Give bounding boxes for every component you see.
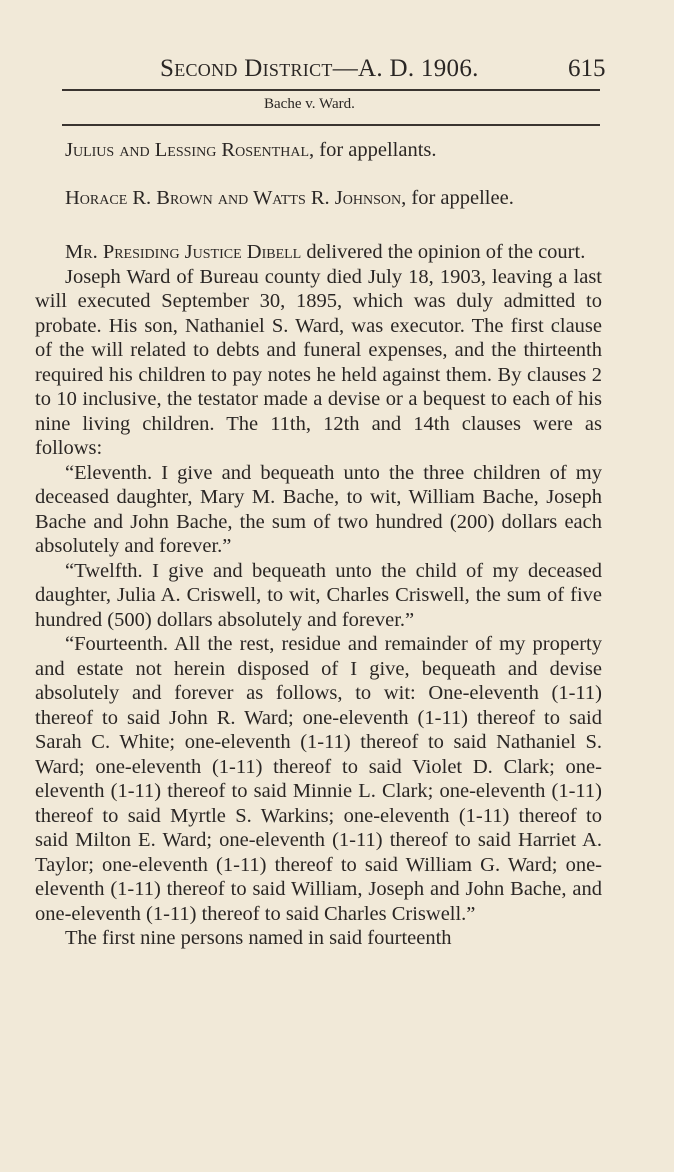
appellants-counsel-role: for appellants. bbox=[314, 139, 437, 161]
case-title: Bache v. Ward. bbox=[264, 96, 355, 112]
opinion-justice: Mr. Presiding Justice Dibell bbox=[65, 241, 302, 263]
opinion-paragraph: “Eleventh. I give and bequeath unto the three children of my deceased daughter, Mary M. Bache, to wit, William Bache, Joseph Bache and John Bache, the sum of two hundred (200) dollars each absolutely and forever.” bbox=[35, 461, 602, 557]
opinion-paragraph: Joseph Ward of Bureau county died July 18, 1903, leaving a last will executed September 30, 1895, which was duly admitted to probate. His son, Nathaniel S. Ward, was executor. The first clause of the will related to debts and funeral expenses, and the thirteenth required his children to pay notes he held against them. By clauses 2 to 10 inclusive, the testator made a devise or a bequest to each of his nine living children. The 11th, 12th and 14th clauses were as follows: bbox=[35, 265, 602, 459]
opinion-paragraph: “Fourteenth. All the rest, residue and remainder of my property and estate not herein disposed of I give, bequeath and devise absolutely and forever as follows, to wit: One-eleventh (1-11) thereof to said John R. Ward; one-eleventh (1-11) thereof to said Sarah C. White; one-eleventh (1-11) thereof to said Nathaniel S. Ward; one-eleventh (1-11) thereof to said Violet D. Clark; one-eleventh (1-11) thereof to said Minnie L. Clark; one-eleventh (1-11) thereof to said Myrtle S. Warkins; one-eleventh (1-11) thereof to said Milton E. Ward; one-eleventh (1-11) thereof to said Harriet A. Taylor; one-eleventh (1-11) thereof to said William G. Ward; one-eleventh (1-11) thereof to said William, Joseph and John Bache, and one-eleventh (1-11) thereof to said Charles Criswell.” bbox=[35, 633, 602, 925]
opinion-delivered-text: delivered the opinion of the court. bbox=[301, 241, 586, 263]
appellants-counsel-names: Julius and Lessing Rosenthal, bbox=[65, 139, 315, 161]
opinion-paragraph: The first nine persons named in said fourteenth bbox=[65, 927, 452, 949]
running-head: Second District—A. D. 1906. bbox=[160, 55, 479, 82]
body-text bbox=[35, 138, 602, 951]
header-rule-top bbox=[62, 89, 600, 91]
counsel-appellants bbox=[35, 138, 602, 163]
opinion-paragraph: “Twelfth. I give and bequeath unto the child of my deceased daughter, Julia A. Criswell, to wit, Charles Criswell, the sum of five hundred (500) dollars absolutely and forever.” bbox=[35, 559, 602, 631]
appellees-counsel-names: Horace R. Brown and Watts R. Johnson, bbox=[65, 186, 407, 209]
appellees-counsel-role: for appellee. bbox=[406, 186, 514, 209]
opinion-attribution bbox=[35, 240, 602, 265]
page-number: 615 bbox=[568, 55, 606, 82]
counsel-appellees bbox=[35, 186, 602, 211]
header-rule-bottom bbox=[62, 124, 600, 126]
